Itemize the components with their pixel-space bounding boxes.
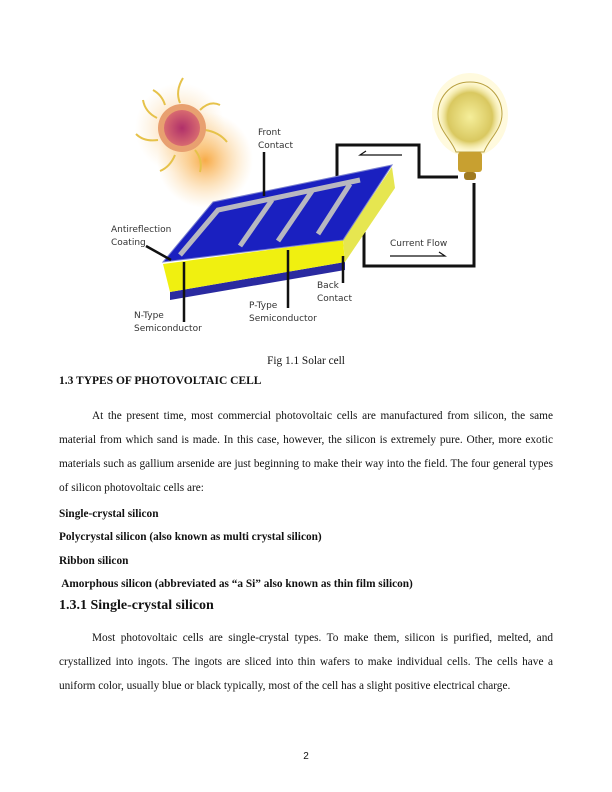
subsection-paragraph: Most photovoltaic cells are single-crystal types. To make them, silicon is purified, melted, and crystallized into ingots. The ingots are sliced into thin wafers to make individual cells. The cells have a uniform color, usually blue or black typically, most of the cell has a slight positive electrical charge. bbox=[59, 632, 553, 692]
antireflection-label: Antireflection bbox=[111, 225, 172, 235]
back-contact-label-2: Contact bbox=[317, 294, 353, 304]
type-item: Polycrystal silicon (also known as multi crystal silicon) bbox=[59, 531, 322, 543]
subsection-heading: 1.3.1 Single-crystal silicon bbox=[59, 598, 214, 613]
front-contact-label: Front bbox=[258, 128, 281, 138]
lightbulb-icon bbox=[432, 73, 508, 180]
type-item: Ribbon silicon bbox=[59, 555, 129, 567]
back-contact-label: Back bbox=[317, 281, 339, 291]
page-number: 2 bbox=[303, 751, 309, 762]
sun-icon bbox=[135, 78, 253, 208]
type-item: Amorphous silicon (abbreviated as “a Si” also known as thin film silicon) bbox=[59, 578, 413, 590]
p-type-label: P-Type bbox=[249, 301, 278, 311]
solar-cell-diagram bbox=[0, 0, 612, 345]
type-item: Single-crystal silicon bbox=[59, 508, 159, 520]
figure-caption: Fig 1.1 Solar cell bbox=[267, 355, 345, 367]
p-type-label-2: Semiconductor bbox=[249, 314, 317, 324]
antireflection-label-2: Coating bbox=[111, 238, 146, 248]
n-type-label-2: Semiconductor bbox=[134, 324, 202, 334]
section-paragraph: At the present time, most commercial photovoltaic cells are manufactured from silicon, the same material from which sand is made. In this case, however, the silicon is extremely pure. Other, more exotic materials such as gallium arsenide are just beginning to make their way into the field. The four general types of silicon photovoltaic cells are: bbox=[59, 410, 553, 494]
current-flow-label: Current Flow bbox=[390, 239, 448, 249]
front-contact-label-2: Contact bbox=[258, 141, 294, 151]
section-heading: 1.3 TYPES OF PHOTOVOLTAIC CELL bbox=[59, 375, 262, 387]
n-type-label: N-Type bbox=[134, 311, 164, 321]
